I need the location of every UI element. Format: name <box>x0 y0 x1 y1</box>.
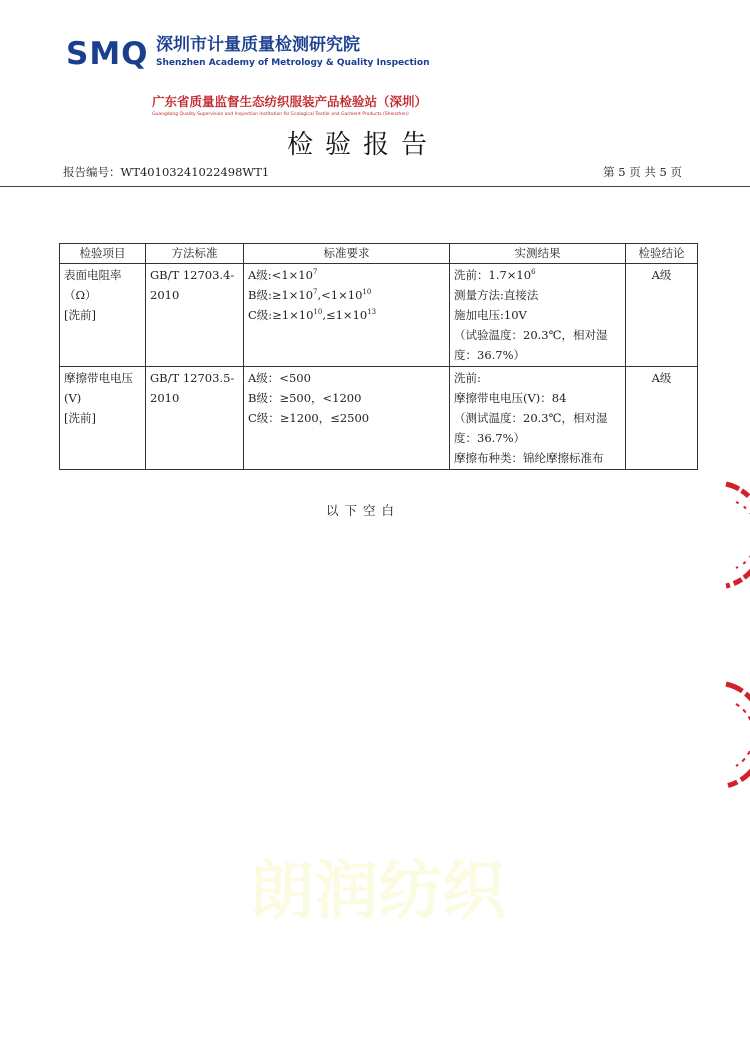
requirement-line: C级$:\ge 1\times 10^{10},\le 1\times 10^{13}$ <box>248 308 377 322</box>
result-line: 度：36.7%） <box>454 348 526 362</box>
result-line: 摩擦带电电压(V)：84 <box>454 391 567 405</box>
conclusion-cell: A级 <box>626 367 698 470</box>
column-header-method: 方法标准 <box>146 244 244 264</box>
requirement-cell <box>244 367 450 470</box>
result-cell <box>450 264 626 367</box>
conclusion-cell: A级 <box>626 264 698 367</box>
watermark-text: 朗润纺织 <box>250 855 506 929</box>
end-of-content-note: 以下空白 <box>325 503 400 518</box>
report-title: 检验报告 <box>286 130 439 160</box>
method-line: GB/T 12703.4- <box>150 268 235 282</box>
header-divider <box>0 186 750 187</box>
page-indicator: 第 5 页 共 5 页 <box>603 165 682 179</box>
test-item-line: [洗前] <box>64 308 96 322</box>
result-line: 测量方法:直接法 <box>454 288 539 302</box>
table-header-row <box>60 244 698 264</box>
requirement-line: B级：≥500，<1200 <box>248 391 362 405</box>
table-row <box>60 367 698 470</box>
column-header-requirement: 标准要求 <box>244 244 450 264</box>
smq-logo-mark: SMQ <box>66 36 149 72</box>
result-line: 摩擦布种类：锦纶摩擦标准布 <box>454 451 604 465</box>
test-item-line: 表面电阻率 <box>64 268 122 282</box>
method-line: 2010 <box>150 391 180 405</box>
test-item-cell <box>60 264 146 367</box>
requirement-line: A级$:<1\times 10^7$ <box>248 268 318 282</box>
column-header-conclusion: 检验结论 <box>626 244 698 264</box>
requirement-line: B级$:\ge 1\times 10^7,<1\times 10^{10}$ <box>248 288 372 302</box>
column-header-result: 实测结果 <box>450 244 626 264</box>
result-line: 洗前: <box>454 371 481 385</box>
method-cell <box>146 264 244 367</box>
result-line: 洗前：$1.7\times 10^6$ <box>454 268 536 282</box>
test-item-cell <box>60 367 146 470</box>
station-name-zh: 广东省质量监督生态纺织服装产品检验站（深圳） <box>152 94 428 109</box>
result-cell <box>450 367 626 470</box>
result-line: （测试温度：20.3℃，相对湿 <box>454 411 608 425</box>
table-row <box>60 264 698 367</box>
requirement-line: A级：<500 <box>248 371 311 385</box>
official-seal-fragment <box>722 480 750 590</box>
result-line: 度：36.7%） <box>454 431 526 445</box>
test-item-line: 摩擦带电电压 <box>64 371 133 385</box>
test-item-line: (V) <box>64 391 82 405</box>
requirement-cell <box>244 264 450 367</box>
station-name-en: Guangdong Quality Supervision and Inspection Institution for Ecological Textile and Garment Products (Shenzhen) <box>152 112 409 117</box>
method-line: GB/T 12703.5- <box>150 371 235 385</box>
column-header-item: 检验项目 <box>60 244 146 264</box>
inspection-results-table <box>59 243 698 470</box>
test-item-line: （Ω） <box>64 288 97 302</box>
method-line: 2010 <box>150 288 180 302</box>
requirement-line: C级：≥1200，≤2500 <box>248 411 370 425</box>
result-line: 施加电压:10V <box>454 308 527 322</box>
report-number: 报告编号：WT40103241022498WT1 <box>63 165 270 179</box>
institute-name-zh: 深圳市计量质量检测研究院 <box>156 35 360 55</box>
method-cell <box>146 367 244 470</box>
institute-name-en: Shenzhen Academy of Metrology & Quality Inspection <box>156 58 430 68</box>
result-line: （试验温度：20.3℃，相对湿 <box>454 328 608 342</box>
test-item-line: [洗前] <box>64 411 96 425</box>
official-seal-fragment <box>722 680 750 790</box>
